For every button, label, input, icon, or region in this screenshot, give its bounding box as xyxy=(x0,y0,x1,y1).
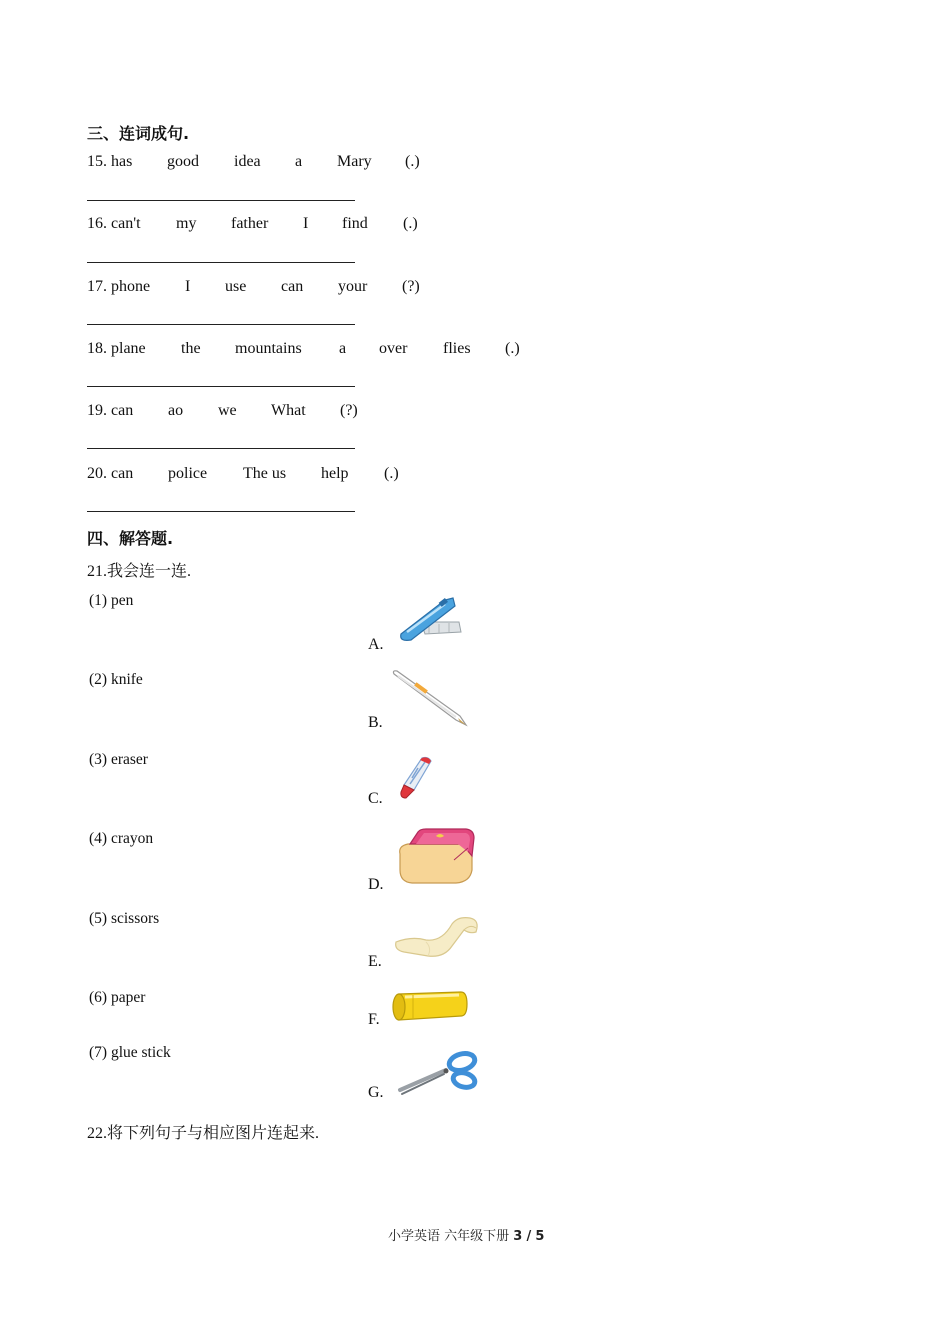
pen-icon xyxy=(388,668,470,728)
punctuation: (.) xyxy=(403,215,418,232)
word: ao xyxy=(168,402,184,419)
word: I xyxy=(303,215,309,232)
punctuation: (.) xyxy=(505,340,520,357)
word: phone xyxy=(111,278,151,295)
section-title: 四、解答题. xyxy=(87,529,174,548)
option-letter-b: B. xyxy=(368,714,383,731)
punctuation: (.) xyxy=(384,465,399,482)
match-item-paper: (6) paper xyxy=(89,989,146,1006)
match-item-knife: (2) knife xyxy=(89,671,143,688)
word: a xyxy=(339,340,347,357)
match-item-glue-stick: (7) glue stick xyxy=(89,1044,171,1061)
question-22-prompt: 22.将下列句子与相应图片连起来. xyxy=(87,1125,320,1142)
word: over xyxy=(379,340,408,357)
word: good xyxy=(167,153,199,170)
question-number: 18. xyxy=(87,340,107,357)
section-title: 三、连词成句. xyxy=(87,124,190,143)
word: the xyxy=(181,340,201,357)
crayon-icon xyxy=(396,754,436,800)
word: What xyxy=(271,402,306,419)
page-total: 5 xyxy=(535,1229,545,1244)
option-letter-g: G. xyxy=(368,1084,384,1101)
punctuation: (?) xyxy=(340,402,358,419)
word: I xyxy=(185,278,191,295)
word: father xyxy=(231,215,269,232)
option-letter-f: F. xyxy=(368,1011,380,1028)
question-number: 19. xyxy=(87,402,107,419)
word: has xyxy=(111,153,133,170)
word: The us xyxy=(243,465,287,482)
footer-text: 小学英语 六年级下册 xyxy=(388,1229,510,1244)
word: Mary xyxy=(337,153,372,170)
question-number: 15. xyxy=(87,153,107,170)
answer-line[interactable] xyxy=(87,262,355,263)
punctuation: (?) xyxy=(402,278,420,295)
question-number: 20. xyxy=(87,465,107,482)
word: plane xyxy=(111,340,146,357)
word: idea xyxy=(234,153,261,170)
word: a xyxy=(295,153,303,170)
option-letter-c: C. xyxy=(368,790,383,807)
question-number: 16. xyxy=(87,215,107,232)
match-item-scissors: (5) scissors xyxy=(89,910,160,927)
word: your xyxy=(338,278,368,295)
word: police xyxy=(168,465,208,482)
word: my xyxy=(176,215,197,232)
word: find xyxy=(342,215,368,232)
page-footer xyxy=(388,1225,544,1244)
word: can xyxy=(281,278,304,295)
answer-line[interactable] xyxy=(87,448,355,449)
word: help xyxy=(321,465,349,482)
glue-stick-icon xyxy=(391,990,469,1024)
word: can't xyxy=(111,215,141,232)
scissors-icon xyxy=(396,1050,482,1098)
word: we xyxy=(218,402,237,419)
match-item-crayon: (4) crayon xyxy=(89,830,154,847)
eraser-icon xyxy=(396,826,478,886)
match-item-eraser: (3) eraser xyxy=(89,751,148,768)
option-letter-d: D. xyxy=(368,876,384,893)
answer-line[interactable] xyxy=(87,386,355,387)
page-separator: / xyxy=(526,1229,532,1244)
page-number: 3 xyxy=(513,1229,523,1244)
question-number: 17. xyxy=(87,278,107,295)
answer-line[interactable] xyxy=(87,200,355,201)
word: mountains xyxy=(235,340,302,357)
word: can xyxy=(111,465,134,482)
question-21-prompt: 21.我会连一连. xyxy=(87,563,192,580)
answer-line[interactable] xyxy=(87,324,355,325)
punctuation: (.) xyxy=(405,153,420,170)
option-letter-e: E. xyxy=(368,953,382,970)
match-item-pen: (1) pen xyxy=(89,592,134,609)
word: can xyxy=(111,402,134,419)
paper-icon xyxy=(392,912,482,960)
word: flies xyxy=(443,340,471,357)
answer-line[interactable] xyxy=(87,511,355,512)
word: use xyxy=(225,278,247,295)
option-letter-a: A. xyxy=(368,636,384,653)
knife-icon xyxy=(395,594,465,644)
